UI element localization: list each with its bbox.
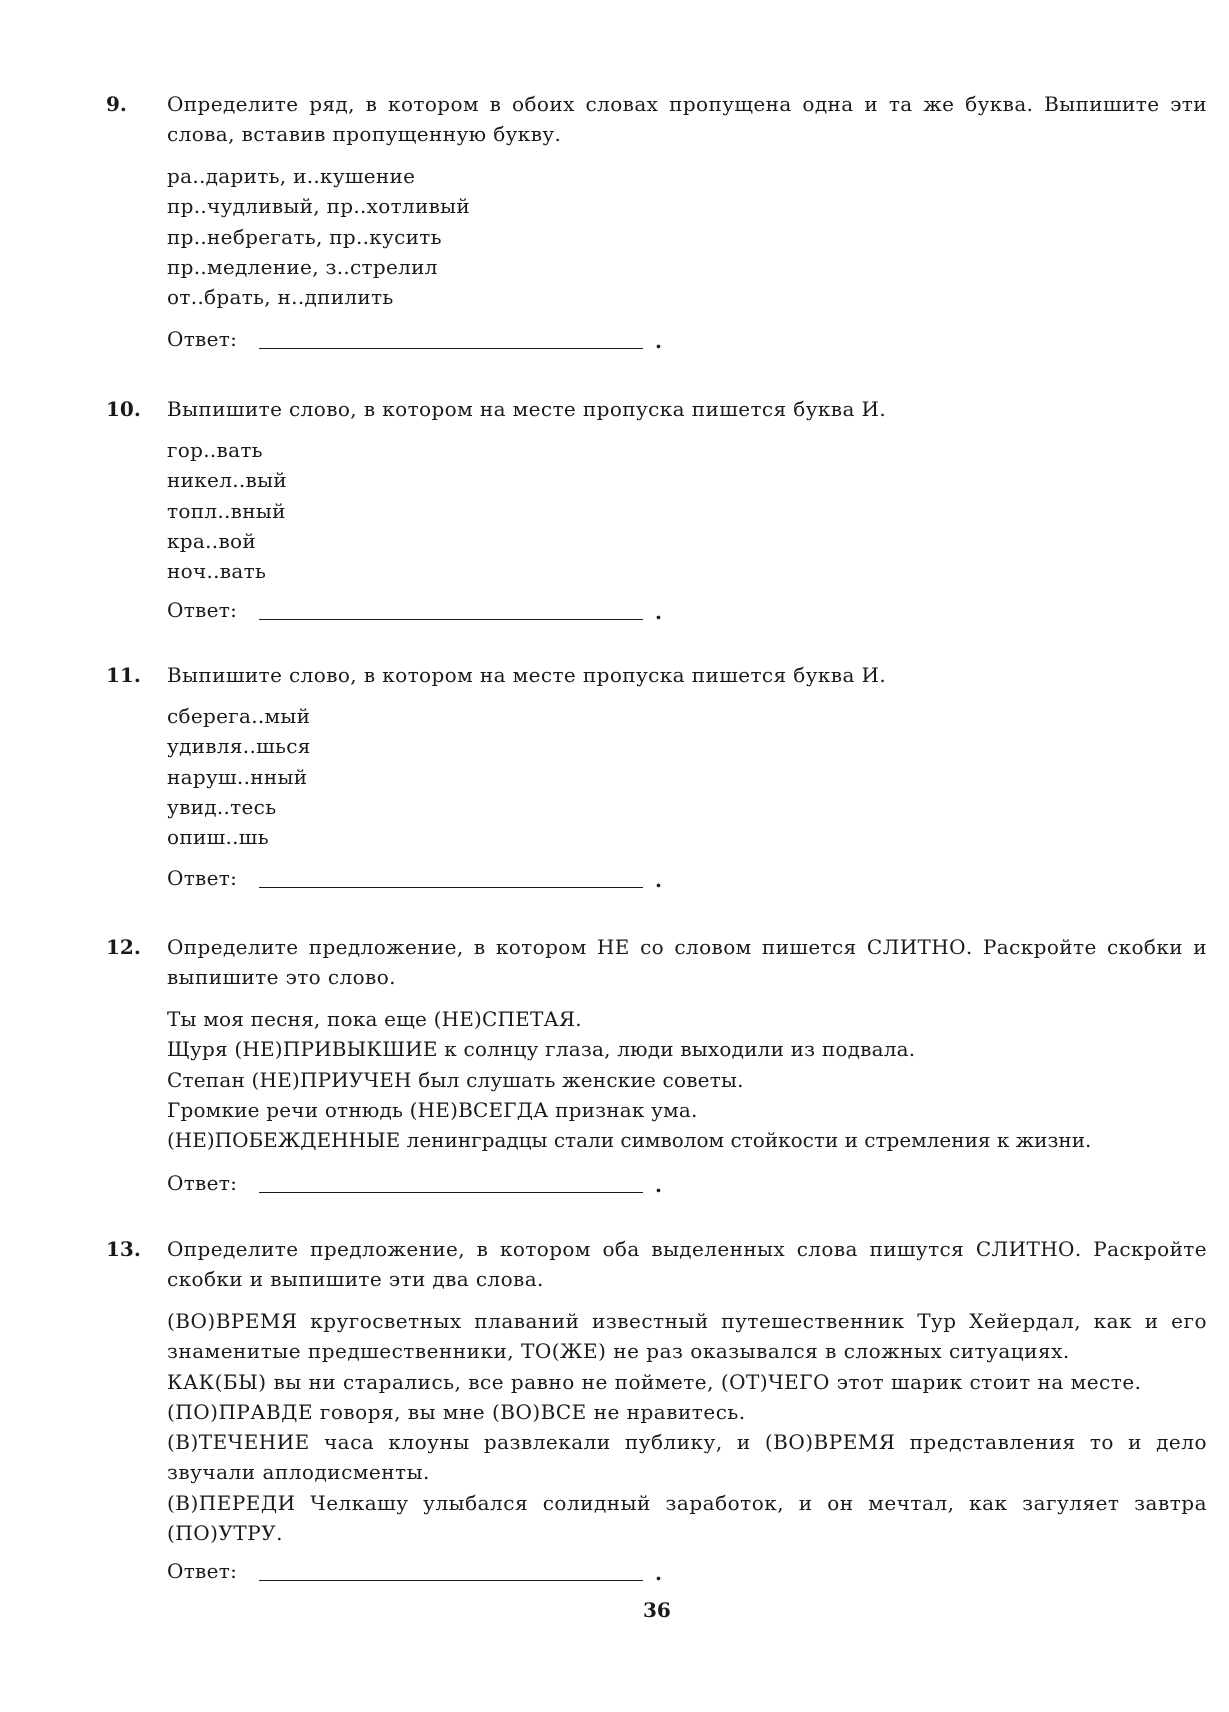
option-item: Степан (НЕ)ПРИУЧЕН был слушать женские советы. bbox=[167, 1067, 744, 1092]
option-item: ноч..вать bbox=[167, 559, 267, 584]
option-item: Щуря (НЕ)ПРИВЫКШИЕ к солнцу глаза, люди выходили из подвала. bbox=[167, 1037, 916, 1062]
option-item: (ВО)ВРЕМЯ кругосветных плаваний известный путешественник Тур Хейердал, как и его знаменитые предшественники, ТО(ЖЕ) не раз оказывался в сложных ситуациях. bbox=[167, 1309, 1207, 1364]
option-item: пр..небрегать, пр..кусить bbox=[167, 224, 442, 249]
option-item: опиш..шь bbox=[167, 825, 269, 850]
answer-label: Ответ: bbox=[167, 866, 238, 890]
option-item: увид..тесь bbox=[167, 794, 277, 819]
answer-period: . bbox=[655, 600, 662, 624]
options-list bbox=[167, 1306, 1207, 1548]
option-item: гор..вать bbox=[167, 438, 263, 462]
answer-input-line[interactable] bbox=[259, 1192, 643, 1193]
answer-period: . bbox=[655, 329, 662, 353]
answer-input-line[interactable] bbox=[259, 887, 643, 888]
options-list bbox=[167, 161, 1207, 312]
option-item: топл..вный bbox=[167, 498, 286, 523]
option-item: Громкие речи отнюдь (НЕ)ВСЕГДА признак ума. bbox=[167, 1097, 698, 1122]
answer-input-line[interactable] bbox=[259, 1580, 643, 1581]
answer-label: Ответ: bbox=[167, 327, 238, 351]
answer-row bbox=[167, 324, 687, 354]
option-item: (ПО)ПРАВДЕ говоря, вы мне (ВО)ВСЕ не нравитесь. bbox=[167, 1399, 746, 1424]
answer-input-line[interactable] bbox=[259, 619, 643, 620]
option-item: пр..чудливый, пр..хотливый bbox=[167, 194, 470, 219]
option-item: пр..медление, з..стрелил bbox=[167, 254, 438, 279]
task-prompt: Определите предложение, в котором оба выделенных слова пишутся СЛИТНО. Раскройте скобки и выпишите эти два слова. bbox=[167, 1237, 1207, 1291]
answer-period: . bbox=[655, 1561, 662, 1585]
option-item: удивля..шься bbox=[167, 734, 311, 759]
option-item: (НЕ)ПОБЕЖДЕННЫЕ ленинградцы стали символом стойкости и стремления к жизни. bbox=[167, 1128, 1092, 1153]
option-item: КАК(БЫ) вы ни старались, все равно не поймете, (ОТ)ЧЕГО этот шарик стоит на месте. bbox=[167, 1369, 1142, 1394]
answer-row bbox=[167, 1556, 687, 1586]
task-number: 12. bbox=[106, 935, 141, 959]
answer-label: Ответ: bbox=[167, 1171, 238, 1195]
task-number: 10. bbox=[106, 397, 141, 421]
option-item: никел..вый bbox=[167, 468, 287, 493]
option-item: (В)ТЕЧЕНИЕ часа клоуны развлекали публику, и (ВО)ВРЕМЯ представления то и дело звучали аплодисменты. bbox=[167, 1430, 1207, 1485]
answer-label: Ответ: bbox=[167, 598, 238, 622]
task-prompt: Определите ряд, в котором в обоих словах пропущена одна и та же буква. Выпишите эти слова, вставив пропущенную букву. bbox=[167, 92, 1207, 146]
page-number: 36 bbox=[643, 1598, 671, 1622]
task-number: 11. bbox=[106, 663, 141, 687]
task-prompt: Выпишите слово, в котором на месте пропуска пишется буква И. bbox=[167, 397, 887, 421]
answer-row bbox=[167, 595, 687, 625]
option-item: (В)ПЕРЕДИ Челкашу улыбался солидный заработок, и он мечтал, как загуляет завтра (ПО)УТРУ. bbox=[167, 1490, 1207, 1546]
answer-row bbox=[167, 863, 687, 893]
options-list bbox=[167, 701, 1207, 852]
option-item: наруш..нный bbox=[167, 764, 308, 789]
task-number: 13. bbox=[106, 1237, 141, 1261]
task-prompt: Определите предложение, в котором НЕ со словом пишется СЛИТНО. Раскройте скобки и выпишите это слово. bbox=[167, 935, 1207, 989]
option-item: сберега..мый bbox=[167, 704, 311, 728]
option-item: кра..вой bbox=[167, 528, 256, 553]
task-prompt: Выпишите слово, в котором на месте пропуска пишется буква И. bbox=[167, 663, 887, 687]
answer-row bbox=[167, 1168, 687, 1198]
task-number: 9. bbox=[106, 92, 127, 116]
option-item: Ты моя песня, пока еще (НЕ)СПЕТАЯ. bbox=[167, 1007, 582, 1031]
answer-period: . bbox=[655, 1173, 662, 1197]
answer-period: . bbox=[655, 868, 662, 892]
answer-label: Ответ: bbox=[167, 1559, 238, 1583]
option-item: от..брать, н..дпилить bbox=[167, 285, 394, 310]
options-list bbox=[167, 435, 1207, 586]
answer-input-line[interactable] bbox=[259, 348, 643, 349]
options-list bbox=[167, 1004, 1207, 1155]
option-item: ра..дарить, и..кушение bbox=[167, 164, 416, 188]
